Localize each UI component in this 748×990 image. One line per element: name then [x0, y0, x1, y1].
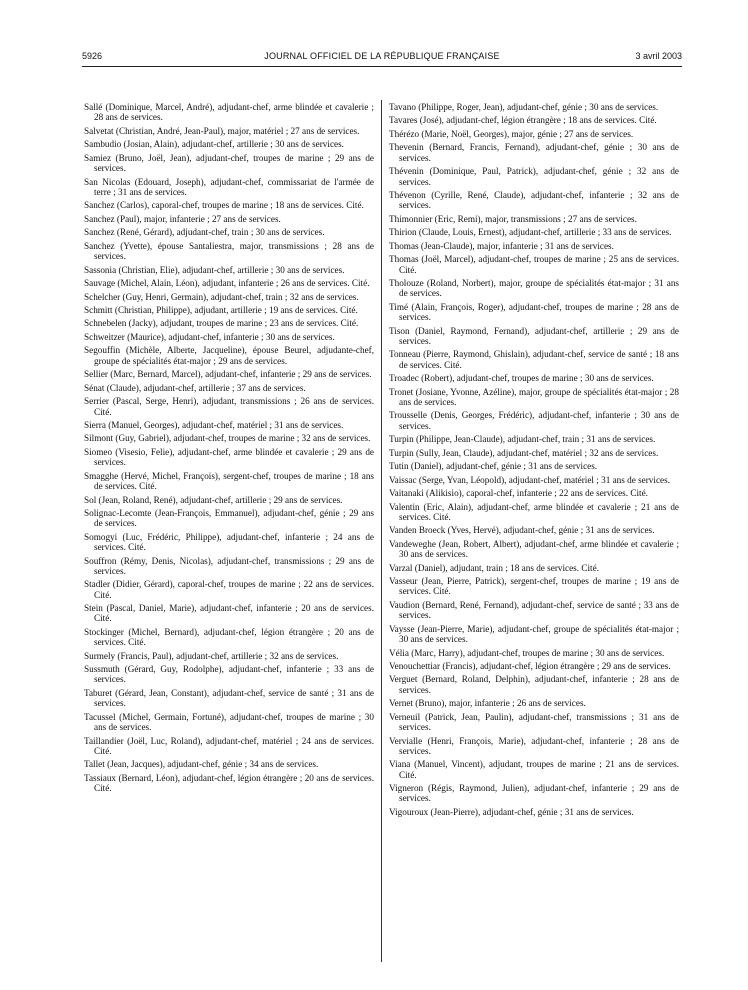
list-item: Stockinger (Michel, Bernard), adjudant-chef, légion étrangère ; 20 ans de services. Cité. — [84, 626, 374, 648]
list-item: Timé (Alain, François, Roger), adjudant-chef, troupes de marine ; 28 ans de services. — [389, 301, 679, 323]
list-item: Schelcher (Guy, Henri, Germain), adjudant-chef, train ; 32 ans de services. — [84, 291, 359, 302]
page-header — [82, 51, 682, 65]
list-item: Viana (Manuel, Vincent), adjudant, troupes de marine ; 21 ans de services. Cité. — [389, 759, 679, 780]
list-item: Vaitanaki (Alikisio), caporal-chef, infanterie ; 22 ans de services. Cité. — [389, 488, 648, 499]
right-column — [389, 102, 679, 820]
list-item: Sassonia (Christian, Elie), adjudant-chef, artillerie ; 30 ans de services. — [84, 264, 345, 275]
list-item: Surmely (Francis, Paul), adjudant-chef, artillerie ; 32 ans de services. — [84, 650, 339, 661]
list-item: Souffron (Rémy, Denis, Nicolas), adjudant-chef, transmissions ; 29 ans de services. — [84, 555, 374, 576]
list-item: Vaudion (Bernard, René, Fernand), adjudant-chef, service de santé ; 33 ans de services. — [389, 599, 679, 621]
list-item: Vigneron (Régis, Raymond, Julien), adjudant-chef, infanterie ; 29 ans de services. — [389, 783, 679, 804]
list-item: Tholouze (Roland, Norbert), major, groupe de spécialités état-major ; 31 ans de services. — [389, 278, 679, 299]
journal-title: JOURNAL OFFICIEL DE LA RÉPUBLIQUE FRANÇAISE — [264, 51, 500, 61]
list-item: Schmitt (Christian, Philippe), adjudant, artillerie ; 19 ans de services. Cité. — [84, 305, 358, 315]
page-number: 5926 — [82, 51, 103, 61]
list-item: Troadec (Robert), adjudant-chef, troupes de marine ; 30 ans de services. — [389, 373, 654, 384]
list-item: Thomas (Joël, Marcel), adjudant-chef, troupes de marine ; 25 ans de services. Cité. — [389, 254, 679, 275]
list-item: Vélia (Marc, Harry), adjudant-chef, troupes de marine ; 30 ans de services. — [389, 647, 665, 658]
list-item: Sierra (Manuel, Georges), adjudant-chef, matériel ; 31 ans de services. — [84, 419, 344, 430]
list-item: Samiez (Bruno, Joël, Jean), adjudant-chef, troupes de marine ; 29 ans de services. — [84, 152, 374, 174]
list-item: San Nicolas (Edouard, Joseph), adjudant-chef, commissariat de l'armée de terre ; 31 ans de services. — [84, 176, 374, 197]
list-item: Thévenin (Dominique, Paul, Patrick), adjudant-chef, génie ; 32 ans de services. — [389, 166, 679, 187]
list-item: Venouchettiar (Francis), adjudant-chef, légion étrangère ; 29 ans de services. — [389, 660, 671, 671]
list-item: Thirion (Claude, Louis, Ernest), adjudant-chef, artillerie ; 33 ans de services. — [389, 227, 672, 238]
list-item: Trousselle (Denis, Georges, Frédéric), adjudant-chef, infanterie ; 30 ans de services. — [389, 410, 679, 431]
list-item: Tavano (Philippe, Roger, Jean), adjudant-chef, génie ; 30 ans de services. — [389, 102, 659, 112]
list-item: Smagghe (Hervé, Michel, François), sergent-chef, troupes de marine ; 18 ans de services. Cité. — [84, 470, 374, 492]
list-item: Thérézo (Marie, Noël, Georges), major, génie ; 27 ans de services. — [389, 128, 634, 139]
list-item: Tallet (Jean, Jacques), adjudant-chef, génie ; 34 ans de services. — [84, 759, 319, 770]
list-item: Turpin (Sully, Jean, Claude), adjudant-chef, matériel ; 32 ans de services. — [389, 447, 659, 458]
list-item: Thevenin (Bernard, Francis, Fernand), adjudant-chef, génie ; 30 ans de services. — [389, 142, 679, 163]
list-item: Vasseur (Jean, Pierre, Patrick), sergent-chef, troupes de marine ; 19 ans de services. Cité. — [389, 576, 679, 597]
list-item: Sanchez (Carlos), caporal-chef, troupes de marine ; 18 ans de services. Cité. — [84, 200, 364, 211]
list-item: Tavares (José), adjudant-chef, légion étrangère ; 18 ans de services. Cité. — [389, 115, 657, 126]
list-item: Vervialle (Henri, François, Marie), adjudant-chef, infanterie ; 28 ans de services. — [389, 735, 679, 756]
left-column — [84, 102, 374, 797]
list-item: Taburet (Gérard, Jean, Constant), adjudant-chef, service de santé ; 31 ans de services. — [84, 687, 374, 709]
list-item: Sol (Jean, Roland, René), adjudant-chef, artillerie ; 29 ans de services. — [84, 494, 343, 505]
list-item: Verneuil (Patrick, Jean, Paulin), adjudant-chef, transmissions ; 31 ans de services. — [389, 711, 679, 733]
list-item: Vernet (Bruno), major, infanterie ; 26 ans de services. — [389, 698, 586, 709]
list-item: Vanden Broeck (Yves, Hervé), adjudant-chef, génie ; 31 ans de services. — [389, 525, 655, 536]
publication-date: 3 avril 2003 — [635, 51, 682, 61]
list-item: Stein (Pascal, Daniel, Marie), adjudant-chef, infanterie ; 20 ans de services. Cité. — [84, 603, 374, 624]
list-item: Solignac-Lecomte (Jean-François, Emmanuel), adjudant-chef, génie ; 29 ans de services. — [84, 508, 374, 529]
list-item: Sussmuth (Gérard, Guy, Rodolphe), adjudant-chef, infanterie ; 33 ans de services. — [84, 664, 374, 685]
list-item: Thévenon (Cyrille, René, Claude), adjudant-chef, infanterie ; 32 ans de services. — [389, 190, 679, 211]
list-item: Silmont (Guy, Gabriel), adjudant-chef, troupes de marine ; 32 ans de services. — [84, 433, 371, 444]
list-item: Verguet (Bernard, Roland, Delphin), adjudant-chef, infanterie ; 28 ans de services. — [389, 674, 679, 695]
list-item: Thomas (Jean-Claude), major, infanterie ; 31 ans de services. — [389, 240, 614, 251]
list-item: Serrier (Pascal, Serge, Henri), adjudant, transmissions ; 26 ans de services. Cité. — [84, 396, 374, 417]
list-item: Sellier (Marc, Bernard, Marcel), adjudant-chef, infanterie ; 29 ans de services. — [84, 369, 372, 380]
list-item: Tutin (Daniel), adjudant-chef, génie ; 31 ans de services. — [389, 461, 598, 472]
list-item: Turpin (Philippe, Jean-Claude), adjudant-chef, train ; 31 ans de services. — [389, 434, 656, 445]
list-item: Valentin (Eric, Alain), adjudant-chef, arme blindée et cavalerie ; 21 ans de services. Cité. — [389, 501, 679, 522]
list-item: Tonneau (Pierre, Raymond, Ghislain), adjudant-chef, service de santé ; 18 ans de services. Cité. — [389, 349, 679, 370]
list-item: Vaissac (Serge, Yvan, Léopold), adjudant-chef, matériel ; 31 ans de services. — [389, 474, 670, 485]
list-item: Vaysse (Jean-Pierre, Marie), adjudant-chef, groupe de spécialités état-major ; 30 ans de services. — [389, 623, 679, 645]
list-item: Sanchez (René, Gérard), adjudant-chef, train ; 30 ans de services. — [84, 227, 325, 238]
list-item: Sénat (Claude), adjudant-chef, artillerie ; 37 ans de services. — [84, 382, 306, 393]
list-item: Taillandier (Joël, Luc, Roland), adjudant-chef, matériel ; 24 ans de services. Cité. — [84, 735, 374, 756]
list-item: Siomeo (Visesio, Felie), adjudant-chef, arme blindée et cavalerie ; 29 ans de services. — [84, 446, 374, 468]
list-item: Sambudio (Josian, Alain), adjudant-chef, artillerie ; 30 ans de services. — [84, 139, 344, 150]
list-item: Sallé (Dominique, Marcel, André), adjudant-chef, arme blindée et cavalerie ; 28 ans de services. — [84, 102, 374, 123]
list-item: Tassiaux (Bernard, Léon), adjudant-chef, légion étrangère ; 20 ans de services. Cité. — [84, 772, 374, 794]
header-rule — [82, 66, 682, 67]
list-item: Salvetat (Christian, André, Jean-Paul), major, matériel ; 27 ans de services. — [84, 125, 360, 136]
list-item: Sauvage (Michel, Alain, Léon), adjudant, infanterie ; 26 ans de services. Cité. — [84, 278, 370, 289]
list-item: Sanchez (Yvette), épouse Santaliestra, major, transmissions ; 28 ans de services. — [84, 240, 374, 262]
list-item: Stadler (Didier, Gérard), caporal-chef, troupes de marine ; 22 ans de services. Cité. — [84, 579, 374, 600]
list-item: Schweitzer (Maurice), adjudant-chef, infanterie ; 30 ans de services. — [84, 331, 335, 342]
list-item: Tronet (Josiane, Yvonne, Azéline), major, groupe de spécialités état-major ; 28 ans de services. — [389, 386, 679, 407]
list-item: Schnebelen (Jacky), adjudant, troupes de marine ; 23 ans de services. Cité. — [84, 318, 359, 329]
list-item: Tacussel (Michel, Germain, Fortuné), adjudant-chef, troupes de marine ; 30 ans de services. — [84, 711, 374, 733]
list-item: Vigouroux (Jean-Pierre), adjudant-chef, génie ; 31 ans de services. — [389, 806, 634, 817]
list-item: Segouffin (Michèle, Alberte, Jacqueline), épouse Beurel, adjudante-chef, groupe de spécialités état-major ; 29 ans de services. — [84, 345, 374, 366]
list-item: Vandeweghe (Jean, Robert, Albert), adjudant-chef, arme blindée et cavalerie ; 30 ans de services. — [389, 538, 679, 560]
list-item: Somogyi (Luc, Frédéric, Philippe), adjudant-chef, infanterie ; 24 ans de services. Cité. — [84, 531, 374, 553]
list-item: Varzal (Daniel), adjudant, train ; 18 ans de services. Cité. — [389, 562, 599, 573]
list-item: Sanchez (Paul), major, infanterie ; 27 ans de services. — [84, 213, 281, 224]
column-divider — [381, 100, 382, 962]
list-item: Tison (Daniel, Raymond, Fernand), adjudant-chef, artillerie ; 29 ans de services. — [389, 325, 679, 346]
list-item: Thimonnier (Eric, Remi), major, transmissions ; 27 ans de services. — [389, 213, 637, 224]
